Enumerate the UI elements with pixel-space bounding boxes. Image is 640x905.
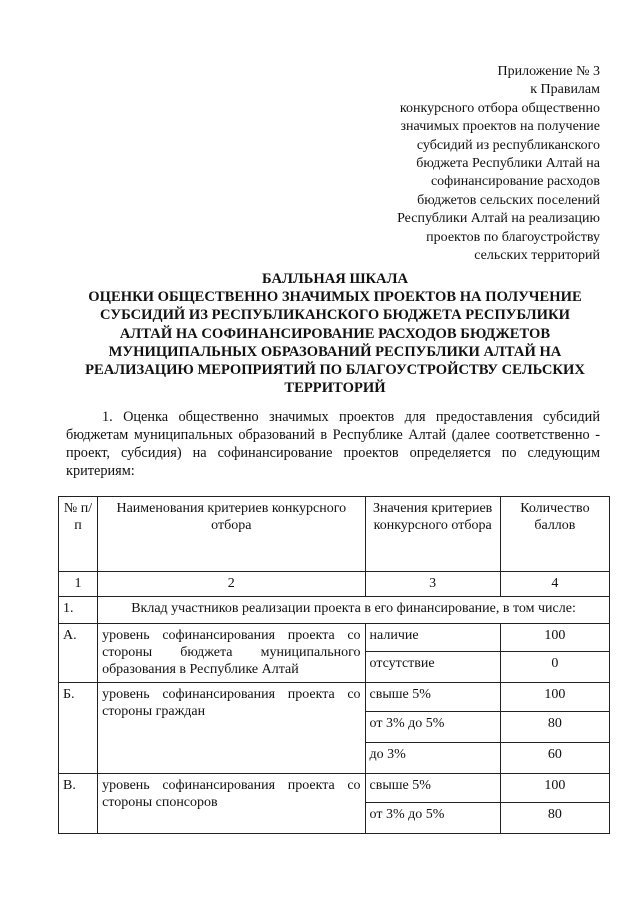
annex-note [340,63,600,265]
title-line: БАЛЛЬНАЯ ШКАЛА [261,271,409,287]
points-cell: 100 [500,774,609,803]
criterion-cell: уровень софинансирования проекта со стороны бюджета муниципального образования в Республике Алтай [98,624,365,683]
header-points: Количество баллов [500,497,609,572]
header-value: Значения критериев конкурсного отбора [365,497,500,572]
value-cell: от 3% до 5% [365,712,500,743]
table-row [59,624,610,652]
annex-line: конкурсного отбора общественно [399,100,600,116]
annex-line: субсидий из республиканского [416,137,600,153]
header-num: № п/п [59,497,98,572]
criterion-cell: уровень софинансирования проекта со стороны граждан [98,683,365,774]
annex-line: к Правилам [530,82,600,98]
points-cell: 100 [500,624,609,652]
value-cell: свыше 5% [365,683,500,712]
table-header-row [59,497,610,572]
header-criterion: Наименования критериев конкурсного отбора [98,497,365,572]
title-line: АЛТАЙ НА СОФИНАНСИРОВАНИЕ РАСХОДОВ БЮДЖЕТОВ [119,325,551,342]
annex-line: Республики Алтай на реализацию [397,211,600,227]
annex-line: бюджета Республики Алтай на [416,156,600,172]
annex-line: проектов по благоустройству [426,229,600,245]
section-row [59,597,610,624]
criteria-table [58,496,610,834]
row-num: Б. [59,683,98,774]
value-cell: от 3% до 5% [365,803,500,834]
title-line: РЕАЛИЗАЦИЮ МЕРОПРИЯТИЙ ПО БЛАГОУСТРОЙСТВУ СЕЛЬСКИХ [85,362,585,379]
points-cell: 100 [500,683,609,712]
value-cell: наличие [365,624,500,652]
points-cell: 0 [500,652,609,683]
row-num: В. [59,774,98,834]
col-number: 1 [59,572,98,597]
annex-line: бюджетов сельских поселений [417,192,600,208]
table-row [59,774,610,803]
title-line: СУБСИДИЙ ИЗ РЕСПУБЛИКАНСКОГО БЮДЖЕТА РЕСПУБЛИКИ [100,307,570,324]
col-number: 4 [500,572,609,597]
section-num: 1. [59,597,98,624]
title-line: ОЦЕНКИ ОБЩЕСТВЕННО ЗНАЧИМЫХ ПРОЕКТОВ НА ПОЛУЧЕНИЕ [88,289,582,306]
title-line: МУНИЦИПАЛЬНЫХ ОБРАЗОВАНИЙ РЕСПУБЛИКИ АЛТАЙ НА [108,343,562,360]
title-line: ТЕРРИТОРИЙ [284,380,386,397]
value-cell: свыше 5% [365,774,500,803]
value-cell: до 3% [365,743,500,774]
row-num: А. [59,624,98,683]
col-number: 2 [98,572,365,597]
points-cell: 60 [500,743,609,774]
col-number: 3 [365,572,500,597]
section-text: Вклад участников реализации проекта в его финансирование, в том числе: [98,597,610,624]
annex-line: софинансирование расходов [430,174,600,190]
criterion-cell: уровень софинансирования проекта со стороны спонсоров [98,774,365,834]
annex-line: значимых проектов на получение [400,119,600,135]
intro-paragraph: 1. Оценка общественно значимых проектов для предоставления субсидий бюджетам муниципальных образований в Республике Алтай (далее соответственно - проект, субсидия) на софинансирование проектов определяется по следующим критериям: [66,409,600,479]
document-title [62,270,608,397]
column-number-row [59,572,610,597]
annex-line: Приложение № 3 [497,64,600,79]
points-cell: 80 [500,712,609,743]
table-row [59,683,610,712]
annex-line: сельских территорий [474,248,600,264]
value-cell: отсутствие [365,652,500,683]
points-cell: 80 [500,803,609,834]
